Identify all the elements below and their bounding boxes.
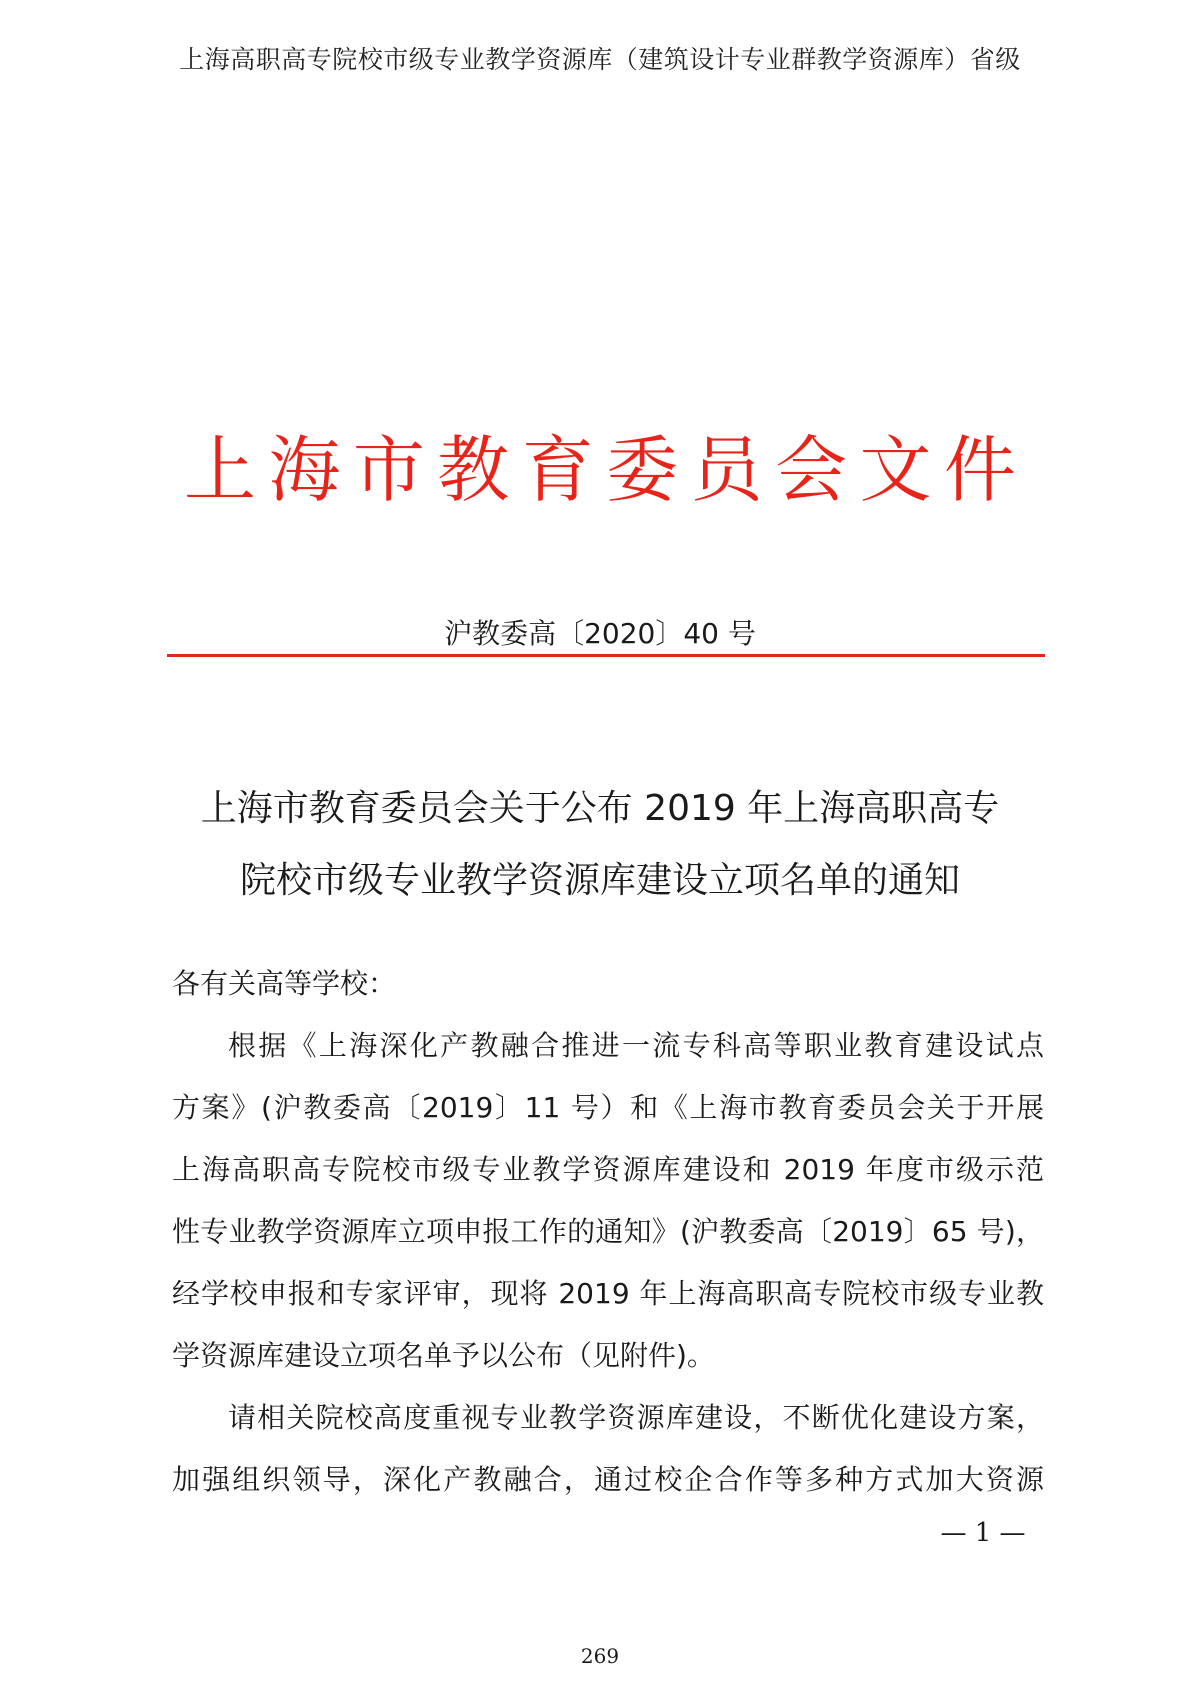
- paragraph-line: 加强组织领导，深化产教融合，通过校企合作等多种方式加大资源: [172, 1463, 1044, 1496]
- paragraph-line: 方案》(沪教委高〔2019〕11 号）和《上海市教育委员会关于开展: [172, 1091, 1044, 1124]
- issuer-char: 海: [268, 428, 341, 512]
- running-header: 上海高职高专院校市级专业教学资源库（建筑设计专业群教学资源库）省级: [179, 45, 1021, 74]
- document-number: 沪教委高〔2020〕40 号: [444, 617, 756, 650]
- issuer-char: 市: [352, 428, 425, 512]
- issuer-char: 委: [606, 428, 679, 512]
- paragraph-line: 经学校申报和专家评审，现将 2019 年上海高职高专院校市级专业教: [172, 1277, 1044, 1310]
- red-divider: [167, 654, 1045, 657]
- issuer-heading: [180, 425, 1020, 515]
- paragraph: [172, 1015, 1044, 1387]
- title-line: 上海市教育委员会关于公布 2019 年上海高职高专: [200, 788, 1000, 829]
- issuer-char: 上: [183, 428, 256, 512]
- paragraph-line: 请相关院校高度重视专业教学资源库建设，不断优化建设方案，: [228, 1401, 1044, 1434]
- issuer-char: 件: [943, 428, 1016, 512]
- issuer-char: 文: [859, 428, 932, 512]
- issuer-char: 育: [521, 428, 594, 512]
- paragraph-line: 根据《上海深化产教融合推进一流专科高等职业教育建设试点: [228, 1029, 1044, 1062]
- salutation: 各有关高等学校：: [172, 967, 397, 1000]
- issuer-char: 教: [437, 428, 510, 512]
- paragraph-line: 上海高职高专院校市级专业教学资源库建设和 2019 年度市级示范: [172, 1153, 1044, 1186]
- issuer-char: 会: [775, 428, 848, 512]
- paragraph: [172, 1387, 1044, 1511]
- paragraph-line: 性专业教学资源库立项申报工作的通知》(沪教委高〔2019〕65 号)，: [172, 1215, 1044, 1248]
- paragraph-line: 学资源库建设立项名单予以公布（见附件)。: [172, 1339, 715, 1372]
- page-number: — 1 —: [940, 1518, 1026, 1548]
- issuer-char: 员: [690, 428, 763, 512]
- document-body: [172, 953, 1044, 1511]
- folio-number: 269: [580, 1644, 620, 1668]
- title-line: 院校市级专业教学资源库建设立项名单的通知: [239, 860, 960, 901]
- document-title: [150, 773, 1050, 917]
